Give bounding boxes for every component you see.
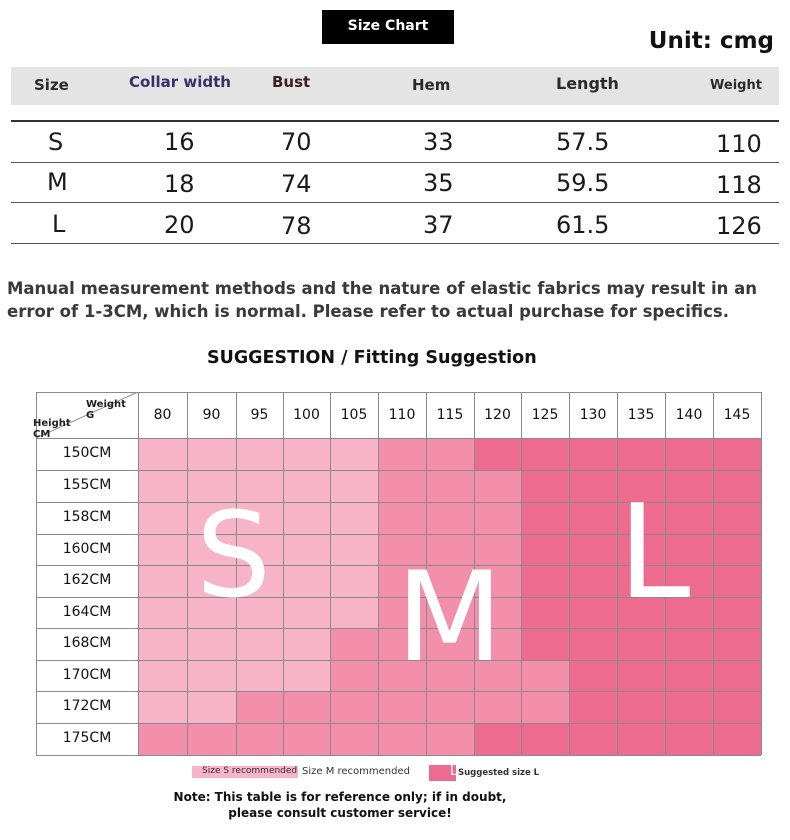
- grid-hline: [36, 438, 761, 439]
- grid-cell-m: [521, 660, 569, 691]
- grid-cell-s: [283, 470, 330, 502]
- grid-cell-s: [283, 438, 330, 470]
- grid-cell-s: [283, 534, 330, 565]
- corner-height-label: Height CM: [33, 418, 71, 440]
- col-header-weight: Weight: [710, 78, 762, 93]
- grid-hline: [36, 723, 761, 724]
- grid-cell-m: [378, 502, 426, 534]
- height-label: 160CM: [62, 541, 112, 557]
- big-letter-m: M: [396, 546, 503, 690]
- grid-cell-l: [713, 565, 761, 597]
- grid-cell-l: [617, 628, 665, 660]
- grid-cell-l: [521, 597, 569, 628]
- height-label: 162CM: [62, 572, 112, 588]
- grid-vline: [713, 392, 714, 755]
- grid-cell-s: [283, 502, 330, 534]
- grid-cell-m: [283, 723, 330, 755]
- grid-cell-m: [236, 691, 283, 723]
- grid-cell-s: [138, 597, 187, 628]
- grid-cell-m: [138, 723, 187, 755]
- grid-cell-l: [474, 438, 521, 470]
- grid-cell-s: [236, 628, 283, 660]
- weight-label: 140: [675, 407, 703, 423]
- grid-cell-l: [521, 723, 569, 755]
- grid-cell-m: [283, 691, 330, 723]
- size-cell: S: [48, 128, 64, 156]
- grid-cell-s: [138, 660, 187, 691]
- grid-cell-s: [187, 438, 236, 470]
- grid-cell-l: [713, 660, 761, 691]
- grid-cell-s: [187, 628, 236, 660]
- big-letter-l: L: [618, 476, 691, 628]
- grid-cell-l: [521, 438, 569, 470]
- weight-label: 130: [579, 407, 607, 423]
- grid-cell-m: [378, 723, 426, 755]
- grid-cell-l: [617, 691, 665, 723]
- grid-cell-s: [138, 502, 187, 534]
- grid-cell-s: [138, 470, 187, 502]
- grid-cell-l: [521, 628, 569, 660]
- grid-cell-s: [330, 438, 378, 470]
- weight-cell: 110: [716, 130, 762, 158]
- corner-weight-label: Weight G: [86, 399, 126, 421]
- grid-cell-m: [474, 470, 521, 502]
- grid-cell-m: [378, 470, 426, 502]
- grid-hline: [36, 755, 761, 756]
- grid-cell-l: [713, 691, 761, 723]
- grid-cell-l: [569, 534, 617, 565]
- legend-swatch-l-letter: L: [450, 764, 458, 779]
- length-cell: 61.5: [556, 211, 610, 239]
- grid-cell-m: [330, 660, 378, 691]
- grid-cell-s: [187, 660, 236, 691]
- height-label: 170CM: [62, 667, 112, 683]
- unit-label: Unit: cmg: [648, 28, 774, 54]
- grid-cell-m: [187, 723, 236, 755]
- grid-hline: [36, 470, 761, 471]
- grid-cell-m: [330, 628, 378, 660]
- grid-cell-m: [474, 502, 521, 534]
- grid-cell-m: [426, 723, 474, 755]
- weight-label: 110: [388, 407, 416, 423]
- grid-cell-s: [236, 660, 283, 691]
- weight-label: 115: [436, 407, 464, 423]
- size-table-header: [11, 67, 779, 105]
- grid-cell-s: [187, 691, 236, 723]
- size-cell: M: [47, 168, 68, 196]
- grid-cell-l: [617, 723, 665, 755]
- grid-cell-m: [236, 723, 283, 755]
- grid-cell-l: [569, 660, 617, 691]
- col-header-length: Length: [556, 74, 619, 93]
- grid-cell-l: [569, 628, 617, 660]
- grid-hline: [36, 392, 761, 393]
- grid-cell-m: [426, 470, 474, 502]
- big-letter-s: S: [196, 486, 271, 624]
- grid-cell-l: [713, 597, 761, 628]
- grid-vline: [187, 392, 188, 755]
- weight-label: 95: [250, 407, 269, 423]
- grid-cell-l: [665, 691, 713, 723]
- grid-cell-m: [426, 691, 474, 723]
- table-top-rule: [11, 120, 779, 122]
- grid-cell-s: [236, 438, 283, 470]
- grid-cell-m: [378, 438, 426, 470]
- grid-cell-l: [569, 438, 617, 470]
- grid-cell-l: [617, 438, 665, 470]
- footnote: Note: This table is for reference only; if in doubt, please consult customer service!: [173, 790, 507, 820]
- grid-vline: [569, 392, 570, 755]
- table-bottom-rule: [11, 243, 779, 244]
- grid-cell-l: [569, 470, 617, 502]
- grid-cell-m: [330, 691, 378, 723]
- length-cell: 59.5: [556, 169, 610, 197]
- height-label: 172CM: [62, 698, 112, 714]
- grid-hline: [36, 691, 761, 692]
- grid-cell-l: [474, 723, 521, 755]
- grid-cell-s: [138, 534, 187, 565]
- height-label: 168CM: [62, 635, 112, 651]
- col-header-collar-width: Collar width: [129, 73, 231, 91]
- grid-cell-s: [283, 565, 330, 597]
- bust-cell: 78: [281, 212, 312, 240]
- grid-cell-s: [283, 628, 330, 660]
- weight-label: 145: [723, 407, 751, 423]
- grid-cell-s: [330, 597, 378, 628]
- weight-cell: 126: [716, 212, 762, 240]
- grid-vline: [378, 392, 379, 755]
- grid-cell-s: [283, 660, 330, 691]
- grid-cell-l: [713, 438, 761, 470]
- grid-cell-l: [521, 565, 569, 597]
- weight-label: 80: [153, 407, 172, 423]
- grid-cell-l: [521, 534, 569, 565]
- height-label: 150CM: [62, 445, 112, 461]
- grid-cell-s: [330, 534, 378, 565]
- weight-label: 120: [484, 407, 511, 423]
- weight-label: 135: [627, 407, 655, 423]
- grid-cell-l: [713, 470, 761, 502]
- grid-cell-l: [713, 534, 761, 565]
- height-label: 158CM: [62, 509, 112, 525]
- length-cell: 57.5: [556, 128, 610, 156]
- collar-cell: 16: [164, 128, 195, 156]
- grid-cell-m: [330, 723, 378, 755]
- grid-cell-s: [138, 628, 187, 660]
- fitting-suggestion-title: SUGGESTION / Fitting Suggestion: [207, 348, 537, 368]
- grid-cell-l: [665, 438, 713, 470]
- weight-label: 90: [202, 407, 221, 423]
- grid-cell-l: [569, 691, 617, 723]
- grid-cell-l: [569, 565, 617, 597]
- grid-vline: [283, 392, 284, 755]
- weight-label: 100: [293, 407, 320, 423]
- hem-cell: 33: [423, 128, 454, 156]
- table-row-divider: [11, 162, 779, 163]
- col-header-hem: Hem: [412, 76, 451, 94]
- grid-cell-m: [378, 691, 426, 723]
- measurement-note: Manual measurement methods and the nature of elastic fabrics may result in an error of 1-3CM, which is normal. Please refer to actual purchase for specifics.: [7, 279, 758, 321]
- bust-cell: 70: [281, 128, 312, 156]
- grid-cell-l: [713, 628, 761, 660]
- table-row-divider: [11, 202, 779, 203]
- collar-cell: 20: [164, 211, 195, 239]
- grid-cell-s: [283, 597, 330, 628]
- size-chart-title: Size Chart: [322, 10, 454, 44]
- height-label: 155CM: [62, 477, 112, 493]
- grid-vline: [138, 392, 139, 755]
- hem-cell: 35: [423, 169, 454, 197]
- grid-cell-s: [138, 691, 187, 723]
- grid-cell-s: [138, 565, 187, 597]
- grid-cell-l: [569, 597, 617, 628]
- legend-label-m: Size M recommended: [302, 766, 410, 777]
- size-cell: L: [52, 210, 66, 238]
- collar-cell: 18: [164, 170, 195, 198]
- grid-vline: [521, 392, 522, 755]
- grid-cell-l: [665, 723, 713, 755]
- grid-cell-l: [713, 723, 761, 755]
- grid-cell-s: [330, 565, 378, 597]
- grid-cell-l: [521, 470, 569, 502]
- bust-cell: 74: [281, 170, 312, 198]
- grid-cell-s: [138, 438, 187, 470]
- legend-label-l: Suggested size L: [458, 768, 540, 778]
- grid-cell-s: [330, 502, 378, 534]
- col-header-size: Size: [34, 76, 69, 94]
- hem-cell: 37: [423, 211, 454, 239]
- grid-cell-l: [617, 660, 665, 691]
- grid-cell-m: [474, 691, 521, 723]
- weight-label: 125: [531, 407, 559, 423]
- weight-label: 105: [340, 407, 368, 423]
- grid-vline: [330, 392, 331, 755]
- grid-cell-s: [330, 470, 378, 502]
- grid-cell-m: [426, 438, 474, 470]
- col-header-bust: Bust: [272, 73, 311, 91]
- height-label: 175CM: [62, 730, 112, 746]
- grid-cell-l: [521, 502, 569, 534]
- weight-cell: 118: [716, 171, 762, 199]
- grid-cell-m: [426, 502, 474, 534]
- grid-cell-l: [713, 502, 761, 534]
- grid-cell-l: [665, 628, 713, 660]
- grid-cell-l: [569, 502, 617, 534]
- grid-vline: [761, 392, 762, 755]
- height-label: 164CM: [62, 604, 112, 620]
- grid-cell-l: [569, 723, 617, 755]
- grid-cell-l: [665, 660, 713, 691]
- grid-cell-m: [521, 691, 569, 723]
- legend-label-s: Size S recommended: [202, 766, 298, 776]
